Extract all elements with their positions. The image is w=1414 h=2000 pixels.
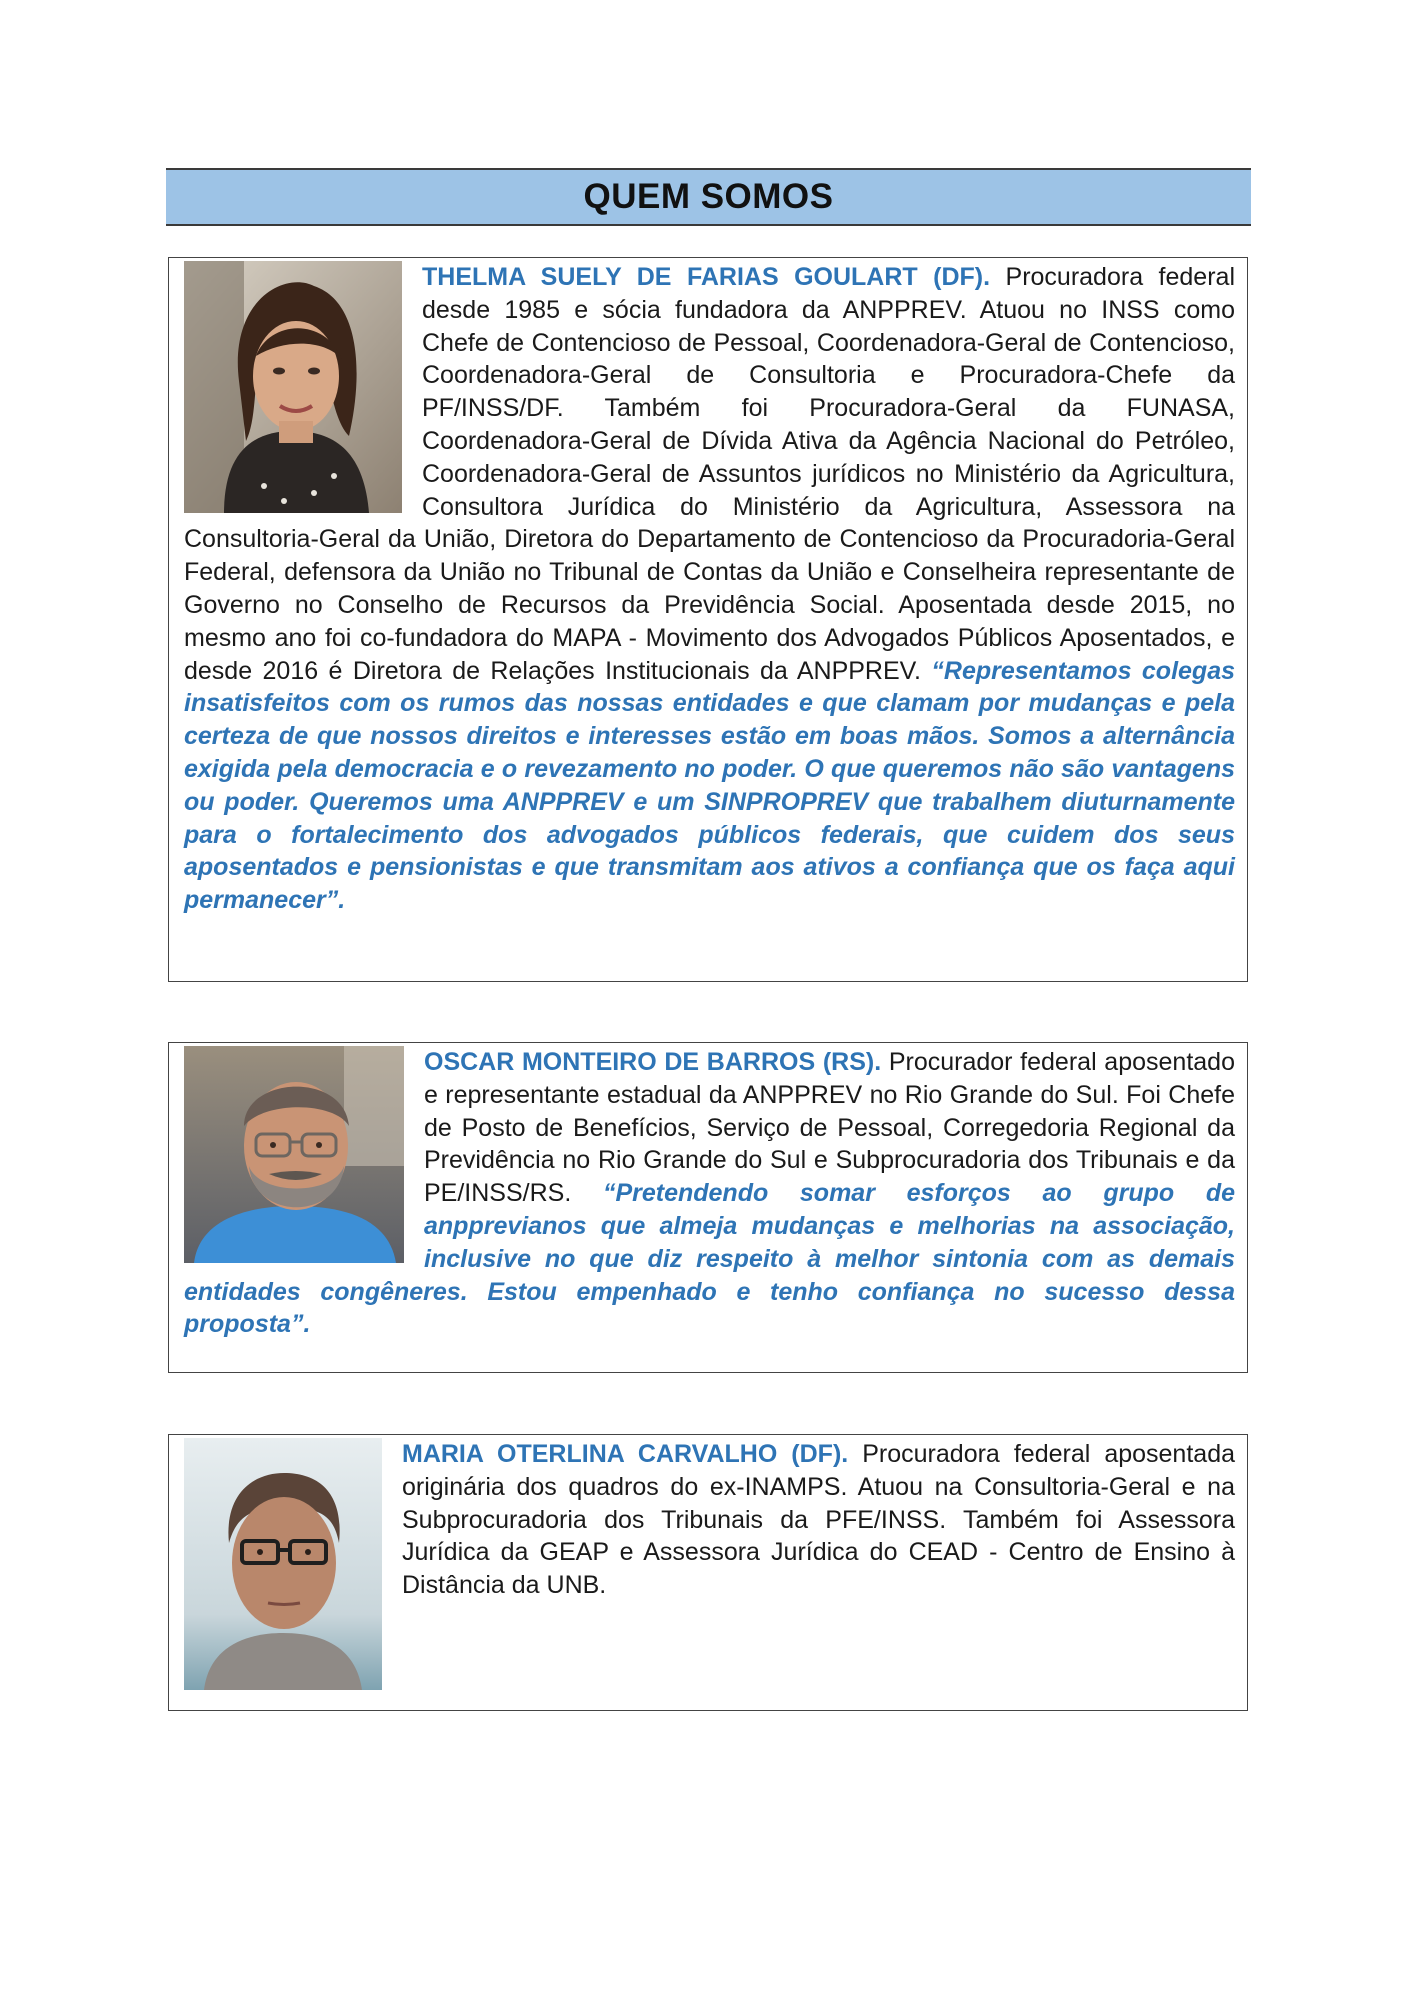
member-text bbox=[184, 1438, 1235, 1602]
member-card-maria bbox=[168, 1434, 1248, 1711]
member-name: OSCAR MONTEIRO DE BARROS (RS). bbox=[424, 1048, 882, 1076]
member-text bbox=[184, 261, 1235, 917]
member-name: MARIA OTERLINA CARVALHO (DF). bbox=[402, 1440, 849, 1468]
member-card-thelma bbox=[168, 257, 1248, 982]
member-text bbox=[184, 1046, 1235, 1341]
member-bio: Procurador federal aposentado e representante estadual da ANPPREV no Rio Grande do Sul. Foi Chefe de Posto de Benefícios, Serviço de Pessoal, Corregedoria Regional da Previdência no Rio Grande do Sul e Subprocuradoria dos Tribunais e da PE/INSS/RS. bbox=[424, 1048, 1235, 1208]
section-title-bar bbox=[166, 168, 1251, 226]
member-quote: “Representamos colegas insatisfeitos com os rumos das nossas entidades e que clamam por mudanças e pela certeza de que nossos direitos e interesses estão em boas mãos. Somos a alternância exigida pela democracia e o revezamento no poder. O que queremos não são vantagens ou poder. Queremos uma ANPPREV e um SINPROPREV que trabalhem diuturnamente para o fortalecimento dos advogados públicos federais, que cuidem dos seus aposentados e pensionistas e que transmitam aos ativos a confiança que os faça aqui permanecer”. bbox=[184, 656, 1235, 915]
member-quote: “Pretendendo somar esforços ao grupo de anpprevianos que almeja mudanças e melhorias na associação, inclusive no que diz respeito à melhor sintonia com as demais entidades congêneres. Estou empenhado e tenho confiança no sucesso dessa proposta”. bbox=[184, 1179, 1235, 1339]
member-bio: Procuradora federal aposentada originária dos quadros do ex-INAMPS. Atuou na Consultoria-Geral e na Subprocuradoria dos Tribunais da PFE/INSS. Também foi Assessora Jurídica da GEAP e Assessora Jurídica do CEAD - Centro de Ensino à Distância da UNB. bbox=[402, 1440, 1235, 1600]
page-title: QUEM SOMOS bbox=[583, 177, 834, 216]
member-name: THELMA SUELY DE FARIAS GOULART (DF). bbox=[422, 263, 991, 291]
member-photo bbox=[184, 261, 402, 513]
member-photo bbox=[184, 1046, 404, 1263]
member-card-oscar bbox=[168, 1042, 1248, 1373]
member-bio: Procuradora federal desde 1985 e sócia fundadora da ANPPREV. Atuou no INSS como Chefe de Contencioso de Pessoal, Coordenadora-Geral de Contencioso, Coordenadora-Geral de Consultoria e Procuradora-Chefe da PF/INSS/DF. Também foi Procuradora-Geral da FUNASA, Coordenadora-Geral de Dívida Ativa da Agência Nacional do Petróleo, Coordenadora-Geral de Assuntos jurídicos no Ministério da Agricultura, Consultora Jurídica do Ministério da Agricultura, Assessora na Consultoria-Geral da União, Diretora do Departamento de Contencioso da Procuradoria-Geral Federal, defensora da União no Tribunal de Contas da União e Conselheira representante de Governo no Conselho de Recursos da Previdência Social. Aposentada desde 2015, no mesmo ano foi co-fundadora do MAPA - Movimento dos Advogados Públicos Aposentados, e desde 2016 é Diretora de Relações Institucionais da ANPPREV. bbox=[184, 263, 1235, 685]
member-photo bbox=[184, 1438, 382, 1690]
